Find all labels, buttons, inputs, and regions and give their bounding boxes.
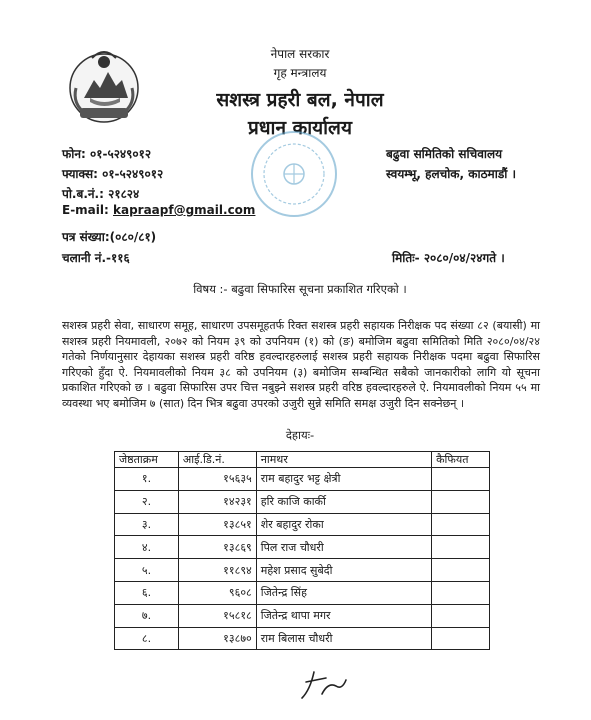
govt-name: नेपाल सरकार [270, 47, 330, 61]
table-row [115, 559, 490, 582]
table-header-row [115, 452, 490, 468]
header-remarks: कैफियत [432, 452, 490, 468]
cell-seniority: ६. [115, 581, 179, 604]
ministry-name: गृह मन्त्रालय [273, 66, 327, 80]
office-name: प्रधान कार्यालय [248, 117, 352, 139]
body-paragraph: सशस्त्र प्रहरी सेवा, साधारण समूह, साधारण उपसमूहतर्फ रिक्त सशस्त्र प्रहरी सहायक निरीक्षक पद संख्या ८२ (बयासी) मा सशस्त्र प्रहरी नियमावली, २०७२ को नियम ३९ को उपनियम (१) को (ङ) बमोजिम बढुवा समितिको मिति २०८०/०४/२४ गतेको निर्णयानुसार देहायका सशस्त्र प्रहरी वरिष्ठ हवल्दारहरुलाई सशस्त्र प्रहरी सहायक निरीक्षक पदमा बढुवा सिफारिस गरिएको हुँदा ऐ. नियमावलीको नियम ३८ को उपनियम (३) बमोजिम सम्बन्धित सबैको जानकारीको लागि यो सूचना प्रकाशित गरिएको छ । बढुवा सिफारिस उपर चित्त नबुझ्ने सशस्त्र प्रहरी वरिष्ठ हवल्दारहरुले ऐ. नियमावलीको नियम ५५ मा व्यवस्था भए बमोजिम ७ (सात) दिन भित्र बढुवा उपरको उजुरी सुन्ने समिति समक्ष उजुरी दिन सक्नेछन् । [62, 319, 540, 410]
email-line [62, 203, 255, 217]
cell-id: १३८५१ [178, 513, 256, 536]
cell-name: जितेन्द्र सिंह [256, 581, 431, 604]
letter-number: पत्र संख्या:(०८०/८१) [62, 230, 157, 244]
cell-remarks [432, 468, 490, 491]
cell-name: राम बिलास चौधरी [256, 627, 431, 650]
po-box: पो.ब.नं.: २१८२४ [62, 187, 140, 201]
header-id-number: आई.डि.नं. [178, 452, 256, 468]
cell-id: ९६०८ [178, 581, 256, 604]
email-label: E-mail: [62, 203, 109, 217]
recipient-line-2: स्वयम्भू, हलचोक, काठमाडौं । [386, 167, 517, 181]
table-row [115, 513, 490, 536]
cell-id: १५६३५ [178, 468, 256, 491]
cell-id: १३८७० [178, 627, 256, 650]
cell-name: हरि काजि कार्की [256, 490, 431, 513]
cell-name: पिल राज चौधरी [256, 536, 431, 559]
cell-remarks [432, 536, 490, 559]
cell-remarks [432, 559, 490, 582]
cell-name: शेर बहादुर रोका [256, 513, 431, 536]
cell-seniority: ७. [115, 604, 179, 627]
organization-name: सशस्त्र प्रहरी बल, नेपाल [216, 89, 384, 111]
cell-name: राम बहादुर भट्ट क्षेत्री [256, 468, 431, 491]
table-row [115, 581, 490, 604]
signature-mark [296, 660, 356, 704]
cell-seniority: २. [115, 490, 179, 513]
cell-remarks [432, 581, 490, 604]
cell-seniority: ४. [115, 536, 179, 559]
cell-remarks [432, 513, 490, 536]
cell-name: जितेन्द्र थापा मगर [256, 604, 431, 627]
recommendation-table [114, 451, 490, 650]
cell-name: महेश प्रसाद सुबेदी [256, 559, 431, 582]
cell-remarks [432, 627, 490, 650]
cell-id: १५८१८ [178, 604, 256, 627]
cell-seniority: ८. [115, 627, 179, 650]
cell-seniority: ३. [115, 513, 179, 536]
cell-seniority: ५. [115, 559, 179, 582]
header-name: नामथर [256, 452, 431, 468]
letter-date: मितिः- २०८०/०४/२४गते । [392, 251, 505, 265]
subject-line: विषय :- बढुवा सिफारिस सूचना प्रकाशित गरिएको । [193, 282, 407, 296]
fax-number: फ्याक्स: ०१-५२४९०१२ [62, 167, 164, 181]
cell-id: ११८९४ [178, 559, 256, 582]
email-link[interactable]: kapraapf@gmail.com [113, 203, 256, 217]
recipient-line-1: बढुवा समितिको सचिवालय [386, 147, 503, 161]
cell-seniority: १. [115, 468, 179, 491]
cell-remarks [432, 490, 490, 513]
table-row [115, 627, 490, 650]
table-row [115, 468, 490, 491]
cell-remarks [432, 604, 490, 627]
office-seal-stamp [248, 128, 340, 220]
cell-id: १४२३१ [178, 490, 256, 513]
table-caption: देहायः- [285, 428, 315, 442]
header-seniority: जेष्ठताक्रम [115, 452, 179, 468]
cell-id: १३८६९ [178, 536, 256, 559]
phone-number: फोन: ०१-५२४९०१२ [62, 147, 152, 161]
dispatch-number: चलानी नं.-११६ [62, 251, 130, 265]
table-row [115, 490, 490, 513]
table-row [115, 536, 490, 559]
table-row [115, 604, 490, 627]
government-emblem-icon [62, 44, 146, 128]
